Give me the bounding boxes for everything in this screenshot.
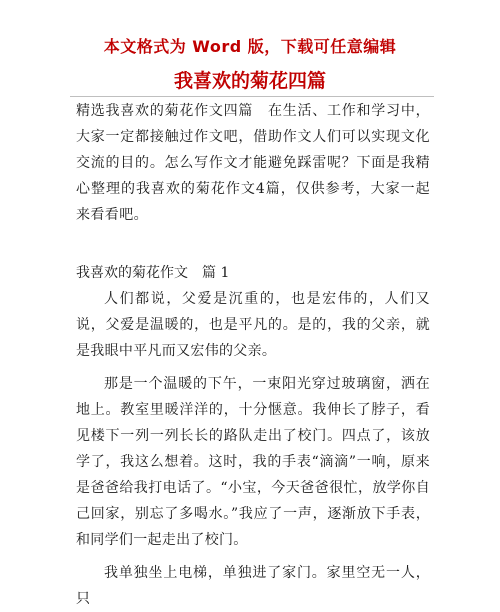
document-title: 我喜欢的菊花四篇	[173, 70, 326, 92]
title-divider	[70, 96, 434, 97]
body-paragraph: 那是一个温暖的下午，一束阳光穿过玻璃窗，洒在地上。教室里暖洋洋的，十分惬意。我伸长了脖子，看见楼下一列一列长长的路队走出了校门。四点了，该放学了，我这么想着。这时，我的手表“滴滴”一响，原来是爸爸给我打电话了。“小宝，今天爸爸很忙，放学你自己回家，别忘了多喝水。”我应了一声，逐渐放下手表，和同学们一起走出了校门。	[76, 376, 430, 548]
body-paragraph: 我单独坐上电梯，单独进了家门。家里空无一人，只	[76, 565, 430, 607]
intro-paragraph: 精选我喜欢的菊花作文四篇 在生活、工作和学习中，大家一定都接触过作文吧，借助作文人们可以实现文化交流的目的。怎么写作文才能避免踩雷呢？下面是我精心整理的我喜欢的菊花作文4篇，仅供参考，大家一起来看看吧。	[76, 103, 430, 223]
section-heading: 我喜欢的菊花作文 篇 1	[76, 265, 230, 281]
body-paragraph: 人们都说，父爱是沉重的，也是宏伟的，人们又说，父爱是温暖的，也是平凡的。是的，我的父亲，就是我眼中平凡而又宏伟的父亲。	[76, 291, 430, 359]
document-body	[76, 98, 430, 612]
download-banner: 本文格式为 Word 版，下载可任意编辑	[103, 37, 397, 56]
